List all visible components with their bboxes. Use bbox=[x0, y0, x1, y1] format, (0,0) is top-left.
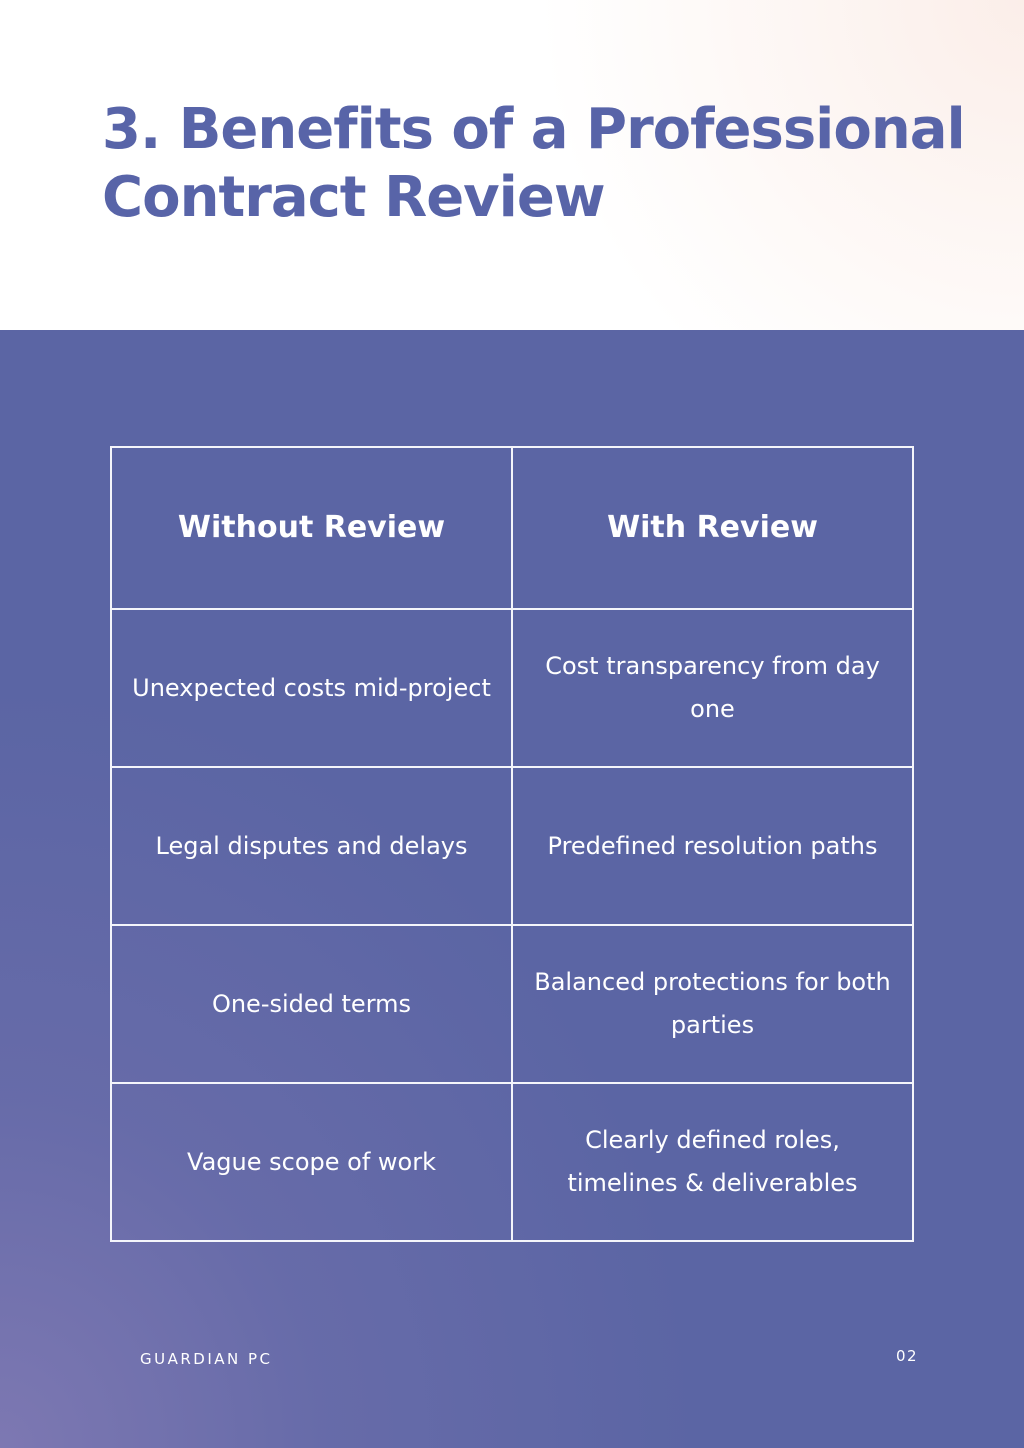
footer-brand: GUARDIAN PC bbox=[140, 1350, 273, 1368]
comparison-table bbox=[110, 446, 914, 1242]
title-section bbox=[0, 0, 1024, 330]
without-review-cell: One-sided terms bbox=[111, 925, 512, 1083]
header-row bbox=[111, 447, 913, 609]
without-review-header: Without Review bbox=[111, 447, 512, 609]
table-header bbox=[111, 447, 913, 609]
table-row bbox=[111, 1083, 913, 1241]
without-review-cell: Vague scope of work bbox=[111, 1083, 512, 1241]
table-row bbox=[111, 767, 913, 925]
table-body bbox=[111, 609, 913, 1241]
table-row bbox=[111, 925, 913, 1083]
page-number: 02 bbox=[896, 1347, 919, 1365]
with-review-header: With Review bbox=[512, 447, 913, 609]
with-review-cell: Predefined resolution paths bbox=[512, 767, 913, 925]
with-review-cell: Balanced protections for both parties bbox=[512, 925, 913, 1083]
table-row bbox=[111, 609, 913, 767]
without-review-cell: Legal disputes and delays bbox=[111, 767, 512, 925]
page-title: 3. Benefits of a Professional Contract Review bbox=[102, 97, 965, 230]
with-review-cell: Cost transparency from day one bbox=[512, 609, 913, 767]
without-review-cell: Unexpected costs mid-project bbox=[111, 609, 512, 767]
with-review-cell: Clearly defined roles, timelines & deliverables bbox=[512, 1083, 913, 1241]
